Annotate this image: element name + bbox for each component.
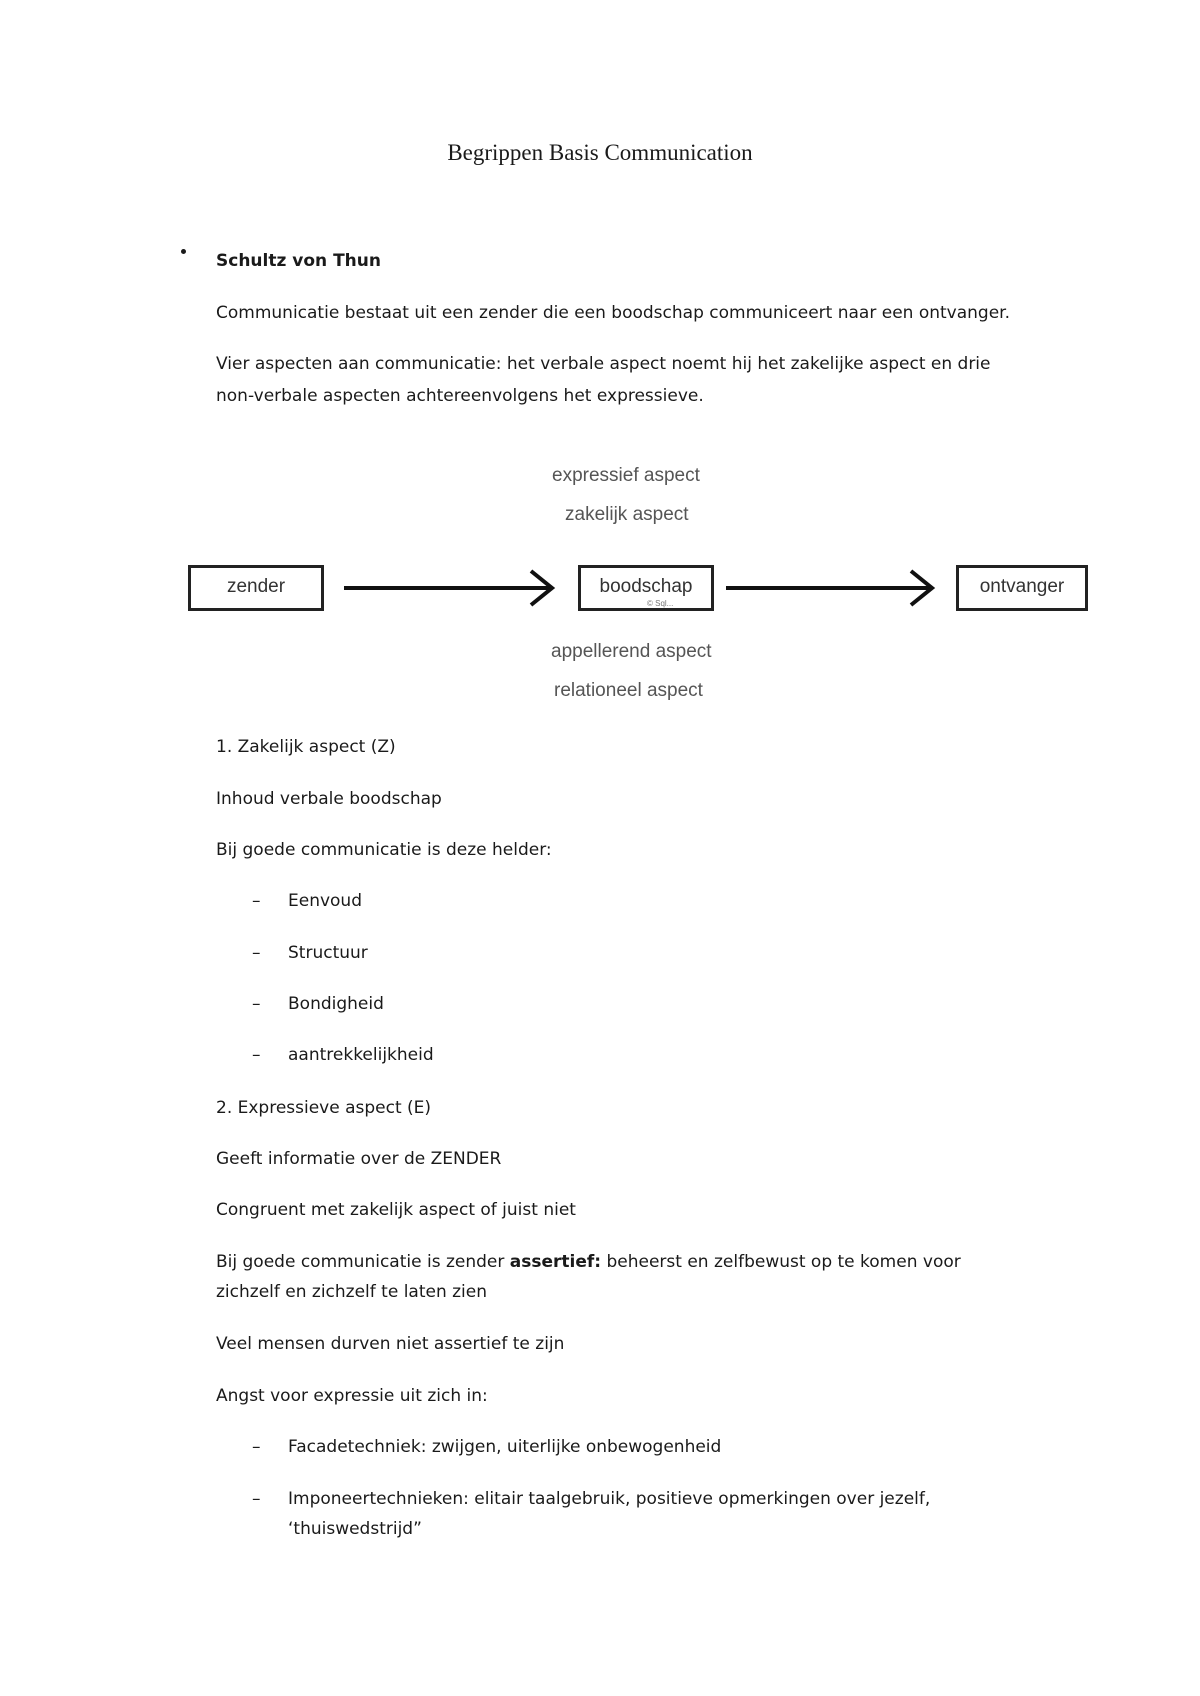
paragraph-1: Communicatie bestaat uit een zender die een boodschap communiceert naar een ontvanger. [216, 303, 1011, 323]
paragraph-2-line-1: Vier aspecten aan communicatie: het verbale aspect noemt hij het zakelijke aspect en drie [216, 354, 991, 374]
label-appellerend: appellerend aspect [551, 641, 712, 662]
arrow-boodschap-ontvanger [726, 571, 932, 605]
list-item: Eenvoud [288, 891, 363, 911]
heading-expressief: 2. Expressieve aspect (E) [216, 1098, 432, 1118]
dash-icon: – [252, 1437, 261, 1457]
label-zakelijk: zakelijk aspect [565, 504, 689, 525]
dash-icon: – [252, 1489, 261, 1509]
label-relationeel: relationeel aspect [554, 680, 703, 701]
expressief-line-1: Geeft informatie over de ZENDER [216, 1149, 502, 1169]
expressief-line-4: Veel mensen durven niet assertief te zijn [216, 1334, 565, 1354]
expressief-line-3 [216, 1247, 961, 1277]
diagram-arrows [0, 455, 1200, 715]
heading-zakelijk: 1. Zakelijk aspect (Z) [216, 737, 396, 757]
paragraph-2-line-2: non-verbale aspecten achtereenvolgens het expressieve. [216, 386, 704, 406]
assertief-term: assertief: [509, 1252, 602, 1272]
list-item-cont: ‘thuiswedstrijd” [288, 1519, 422, 1539]
list-item: aantrekkelijkheid [288, 1045, 434, 1065]
box-boodschap-label: boodschap [599, 576, 693, 597]
dash-icon: – [252, 1045, 261, 1065]
label-expressief: expressief aspect [552, 465, 700, 486]
box-zender-label: zender [226, 576, 286, 597]
expressief-line-2: Congruent met zakelijk aspect of juist niet [216, 1200, 576, 1220]
list-item: Bondigheid [288, 994, 384, 1014]
expressief-line-3-cont: zichzelf en zichzelf te laten zien [216, 1282, 488, 1302]
dash-icon: – [252, 943, 261, 963]
bullet-icon [181, 249, 186, 254]
dash-icon: – [252, 891, 261, 911]
box-ontvanger-label: ontvanger [979, 576, 1065, 597]
zakelijk-line-2: Bij goede communicatie is deze helder: [216, 840, 552, 860]
line-3-rest: beheerst en zelfbewust op te komen voor [601, 1252, 961, 1272]
communication-diagram [0, 455, 1200, 715]
list-item: Imponeertechnieken: elitair taalgebruik, positieve opmerkingen over jezelf, [288, 1489, 931, 1509]
expressief-line-5: Angst voor expressie uit zich in: [216, 1386, 488, 1406]
line-3-text: Bij goede communicatie is zender [216, 1252, 510, 1272]
arrow-zender-boodschap [344, 571, 552, 605]
page-title: Begrippen Basis Communication [447, 140, 753, 165]
watermark: © Sql... [647, 599, 674, 608]
dash-icon: – [252, 994, 261, 1014]
list-item: Facadetechniek: zwijgen, uiterlijke onbewogenheid [288, 1437, 722, 1457]
list-item: Structuur [288, 943, 368, 963]
section-heading-schultz: Schultz von Thun [216, 251, 381, 271]
zakelijk-line-1: Inhoud verbale boodschap [216, 789, 442, 809]
